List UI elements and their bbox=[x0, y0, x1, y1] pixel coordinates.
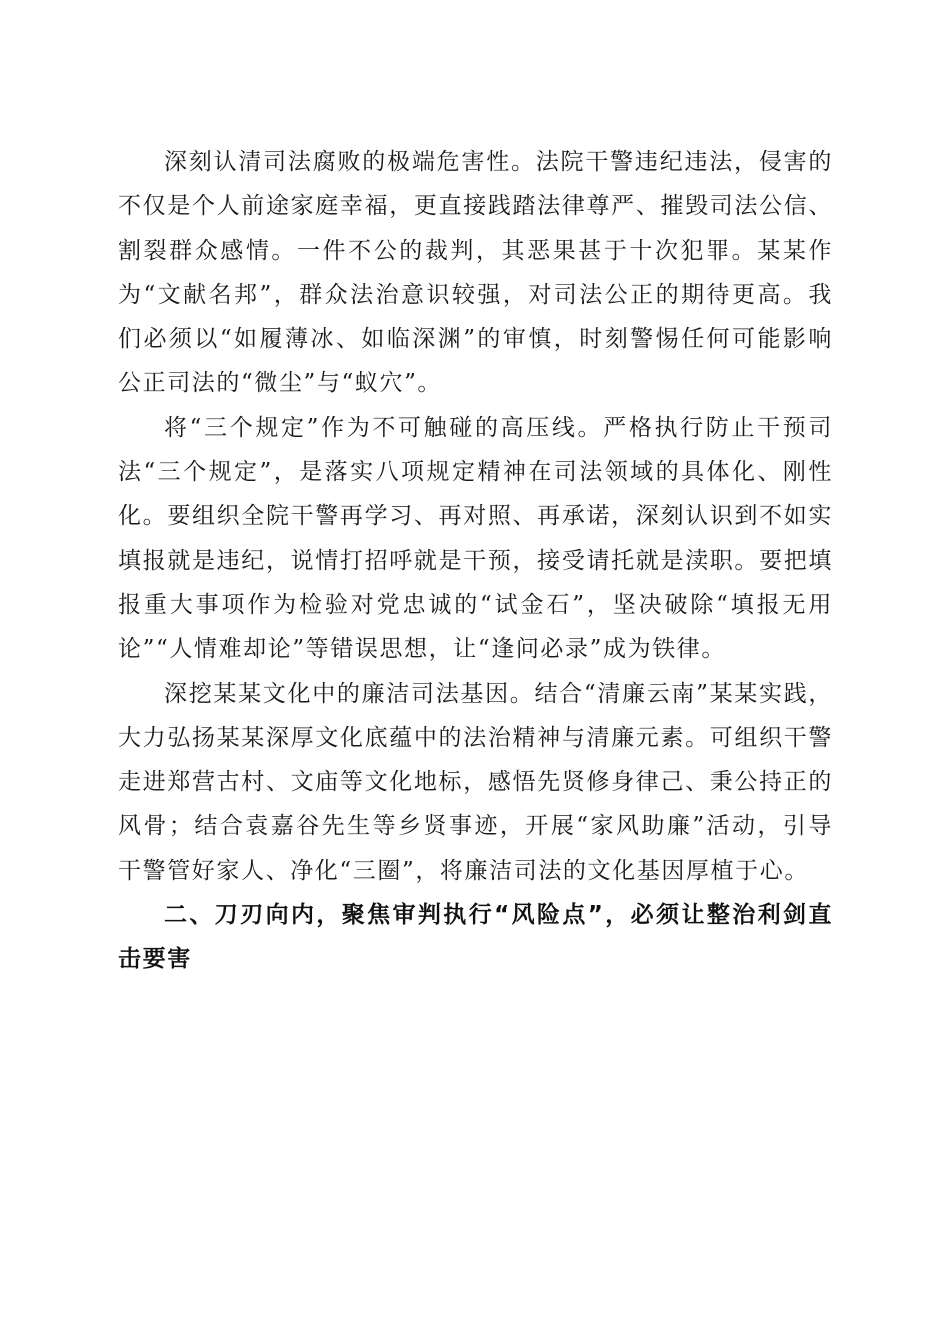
paragraph-judicial-corruption-harm: 深刻认清司法腐败的极端危害性。法院干警违纪违法，侵害的不仅是个人前途家庭幸福，更直接践踏法律尊严、摧毁司法公信、割裂群众感情。一件不公的裁判，其恶果甚于十次犯罪。某某作为“文献名邦”，群众法治意识较强，对司法公正的期待更高。我们必须以“如履薄冰、如临深渊”的审慎，时刻警惕任何可能影响公正司法的“微尘”与“蚁穴”。 bbox=[118, 149, 833, 397]
paragraph-three-regulations: 将“三个规定”作为不可触碰的高压线。严格执行防止干预司法“三个规定”，是落实八项规定精神在司法领域的具体化、刚性化。要组织全院干警再学习、再对照、再承诺，深刻认识到不如实填报就是违纪，说情打招呼就是干预，接受请托就是渎职。要把填报重大事项作为检验对党忠诚的“试金石”，坚决破除“填报无用论”“人情难却论”等错误思想，让“逢问必录”成为铁律。 bbox=[118, 414, 833, 663]
paragraph-integrity-culture: 深挖某某文化中的廉洁司法基因。结合“清廉云南”某某实践，大力弘扬某某深厚文化底蕴中的法治精神与清廉元素。可组织干警走进郑营古村、文庙等文化地标，感悟先贤修身律己、秉公持正的风骨；结合袁嘉谷先生等乡贤事迹，开展“家风助廉”活动，引导干警管好家人、净化“三圈”，将廉洁司法的文化基因厚植于心。 bbox=[118, 680, 833, 884]
document-body bbox=[118, 140, 833, 982]
section-heading: 二、刀刃向内，聚焦审判执行“风险点”，必须让整治利剑直击要害 bbox=[118, 902, 833, 973]
